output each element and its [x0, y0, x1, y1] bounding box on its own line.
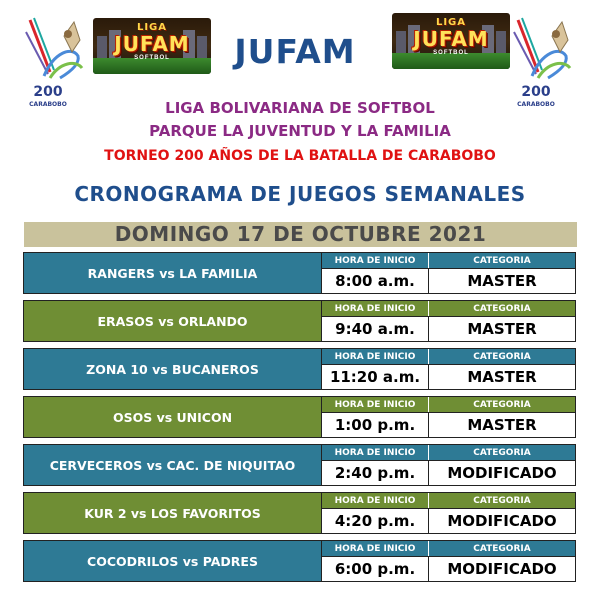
logo-softbol-text: SOFTBOL [134, 55, 170, 61]
time-header: HORA DE INICIO [322, 301, 429, 316]
game-row [23, 300, 576, 342]
game-matchup: CERVECEROS vs CAC. DE NIQUITAO [24, 445, 322, 485]
game-category: MODIFICADO [447, 512, 557, 530]
logo-jufam-text: JUFAM [114, 32, 190, 56]
category-header: CATEGORIA [473, 303, 531, 314]
time-header: HORA DE INICIO [322, 349, 429, 364]
game-time: 2:40 p.m. [322, 461, 429, 485]
game-matchup: KUR 2 vs LOS FAVORITOS [24, 493, 322, 533]
game-matchup: COCODRILOS vs PADRES [24, 541, 322, 581]
game-matchup: ZONA 10 vs BUCANEROS [24, 349, 322, 389]
jufam-logo-right [392, 13, 510, 69]
game-matchup: ERASOS vs ORLANDO [24, 301, 322, 341]
game-matchup: OSOS vs UNICON [24, 397, 322, 437]
date-banner [24, 222, 577, 247]
logo-liga-text: LIGA [435, 17, 467, 28]
bicentenario-number-right: 200 [521, 84, 551, 100]
venue-name: PARQUE LA JUVENTUD Y LA FAMILIA [149, 122, 451, 140]
game-category: MASTER [467, 368, 537, 386]
game-time: 8:00 a.m. [322, 269, 429, 293]
game-time: 4:20 p.m. [322, 509, 429, 533]
game-time: 9:40 a.m. [322, 317, 429, 341]
category-header: CATEGORIA [473, 543, 531, 554]
bicentenario-caption-right: CARABOBO [517, 101, 555, 108]
game-row [23, 348, 576, 390]
logo-softbol-text: SOFTBOL [433, 50, 469, 56]
time-header: HORA DE INICIO [322, 541, 429, 556]
time-header: HORA DE INICIO [322, 445, 429, 460]
bicentenario-caption-left: CARABOBO [29, 101, 67, 108]
game-time: 11:20 a.m. [322, 365, 429, 389]
bicentenario-emblem-right [508, 12, 580, 112]
bicentenario-emblem-left [20, 12, 92, 112]
game-time: 1:00 p.m. [322, 413, 429, 437]
game-row [23, 540, 576, 582]
game-time: 6:00 p.m. [322, 557, 429, 581]
game-category: MASTER [467, 272, 537, 290]
time-header: HORA DE INICIO [322, 253, 429, 268]
game-row [23, 444, 576, 486]
logo-jufam-text: JUFAM [413, 27, 489, 51]
category-header: CATEGORIA [473, 399, 531, 410]
league-name: LIGA BOLIVARIANA DE SOFTBOL [165, 99, 435, 117]
page-title: JUFAM [234, 32, 356, 71]
game-row [23, 492, 576, 534]
game-category: MODIFICADO [447, 560, 557, 578]
category-header: CATEGORIA [473, 351, 531, 362]
time-header: HORA DE INICIO [322, 397, 429, 412]
category-header: CATEGORIA [473, 447, 531, 458]
tournament-name: TORNEO 200 AÑOS DE LA BATALLA DE CARABOBO [104, 148, 496, 164]
jufam-logo-left [93, 18, 211, 74]
category-header: CATEGORIA [473, 255, 531, 266]
game-row [23, 396, 576, 438]
time-header: HORA DE INICIO [322, 493, 429, 508]
bicentenario-number-left: 200 [33, 84, 63, 100]
game-row [23, 252, 576, 294]
game-matchup: RANGERS vs LA FAMILIA [24, 253, 322, 293]
schedule-title: CRONOGRAMA DE JUEGOS SEMANALES [74, 182, 526, 206]
game-category: MASTER [467, 416, 537, 434]
logo-liga-text: LIGA [136, 22, 168, 33]
game-category: MODIFICADO [447, 464, 557, 482]
game-category: MASTER [467, 320, 537, 338]
date-text: DOMINGO 17 DE OCTUBRE 2021 [114, 222, 487, 246]
category-header: CATEGORIA [473, 495, 531, 506]
